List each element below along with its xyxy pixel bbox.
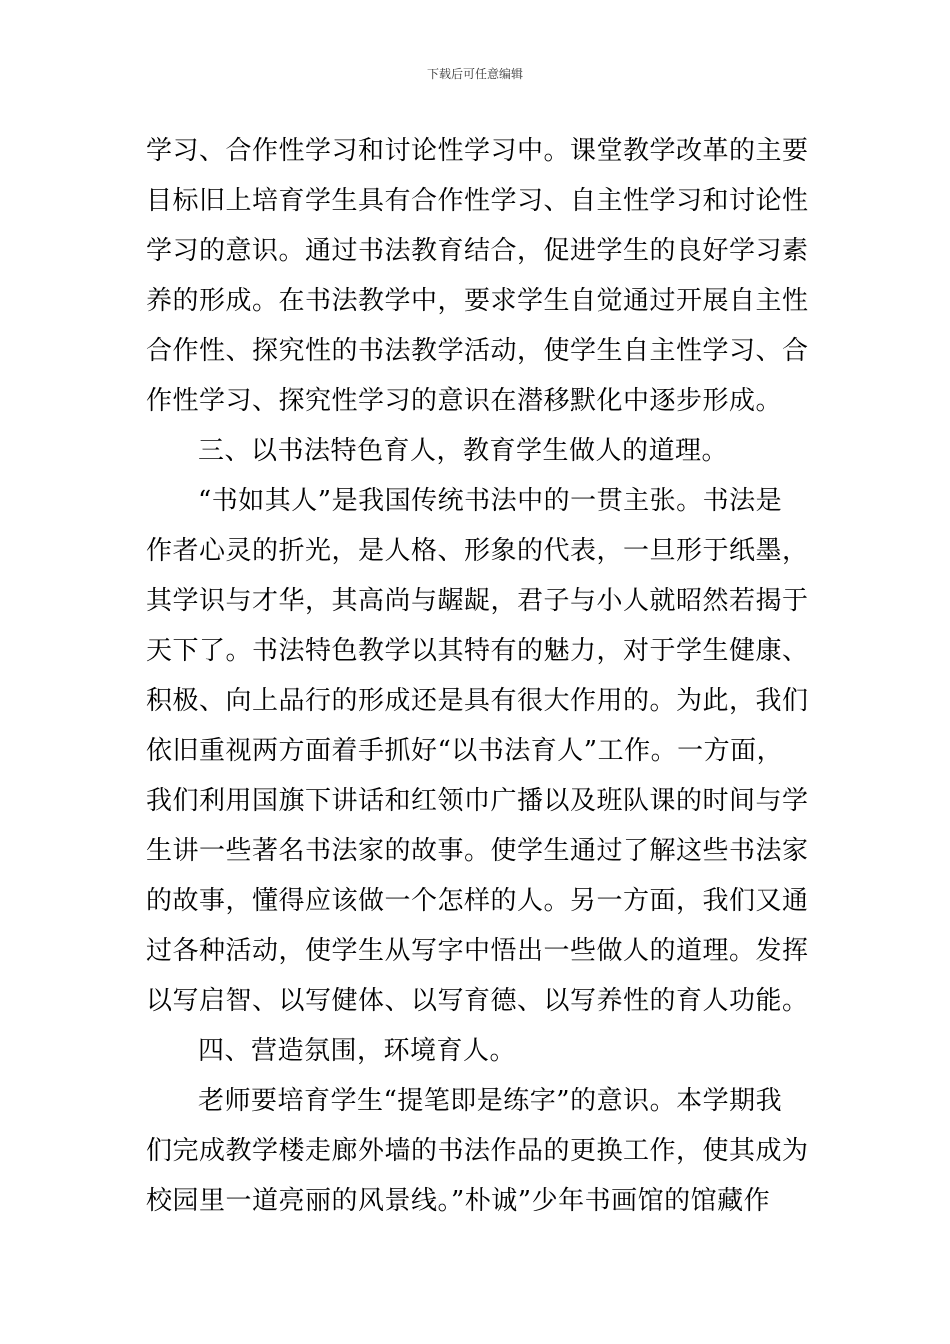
text-line: 学习的意识。通过书法教育结合，促进学生的良好学习素 <box>146 236 809 266</box>
text-line: 养的形成。在书法教学中，要求学生自觉通过开展自主性 <box>146 286 809 316</box>
text-line: 依旧重视两方面着手抓好“以书法育人”工作。一方面， <box>146 736 784 766</box>
text-line: 作性学习、探究性学习的意识在潜移默化中逐步形成。 <box>146 386 783 416</box>
text-line: 学习、合作性学习和讨论性学习中。课堂教学改革的主要 <box>146 136 809 166</box>
text-line: 校园里一道亮丽的风景线。”朴诚”少年书画馆的馆藏作 <box>146 1186 771 1216</box>
section-heading-3: 三、以书法特色育人，教育学生做人的道理。 <box>198 436 729 466</box>
text-line: 其学识与才华，其高尚与龌龊，君子与小人就昭然若揭于 <box>146 586 809 616</box>
paragraph-start: 老师要培育学生“提笔即是练字”的意识。本学期我 <box>198 1086 783 1116</box>
text-line: 生讲一些著名书法家的故事。使学生通过了解这些书法家 <box>146 836 809 866</box>
text-line: 天下了。书法特色教学以其特有的魅力，对于学生健康、 <box>146 636 809 666</box>
text-line: 过各种活动，使学生从写字中悟出一些做人的道理。发挥 <box>146 936 809 966</box>
text-line: 合作性、探究性的书法教学活动，使学生自主性学习、合 <box>146 336 809 366</box>
text-line: 以写启智、以写健体、以写育德、以写养性的育人功能。 <box>146 986 809 1016</box>
document-body <box>146 126 808 1226</box>
paragraph-start: “书如其人”是我国传统书法中的一贯主张。书法是 <box>198 486 783 516</box>
text-line: 我们利用国旗下讲话和红领巾广播以及班队课的时间与学 <box>146 786 809 816</box>
page-header: 下载后可任意编辑 <box>426 67 523 81</box>
text-line: 的故事，懂得应该做一个怎样的人。另一方面，我们又通 <box>146 886 809 916</box>
section-heading-4: 四、营造氛围，环境育人。 <box>198 1036 517 1066</box>
text-line: 积极、向上品行的形成还是具有很大作用的。为此，我们 <box>146 686 809 716</box>
text-line: 作者心灵的折光，是人格、形象的代表，一旦形于纸墨， <box>146 536 809 566</box>
text-line: 们完成教学楼走廊外墙的书法作品的更换工作，使其成为 <box>146 1136 809 1166</box>
text-line: 目标旧上培育学生具有合作性学习、自主性学习和讨论性 <box>146 186 809 216</box>
